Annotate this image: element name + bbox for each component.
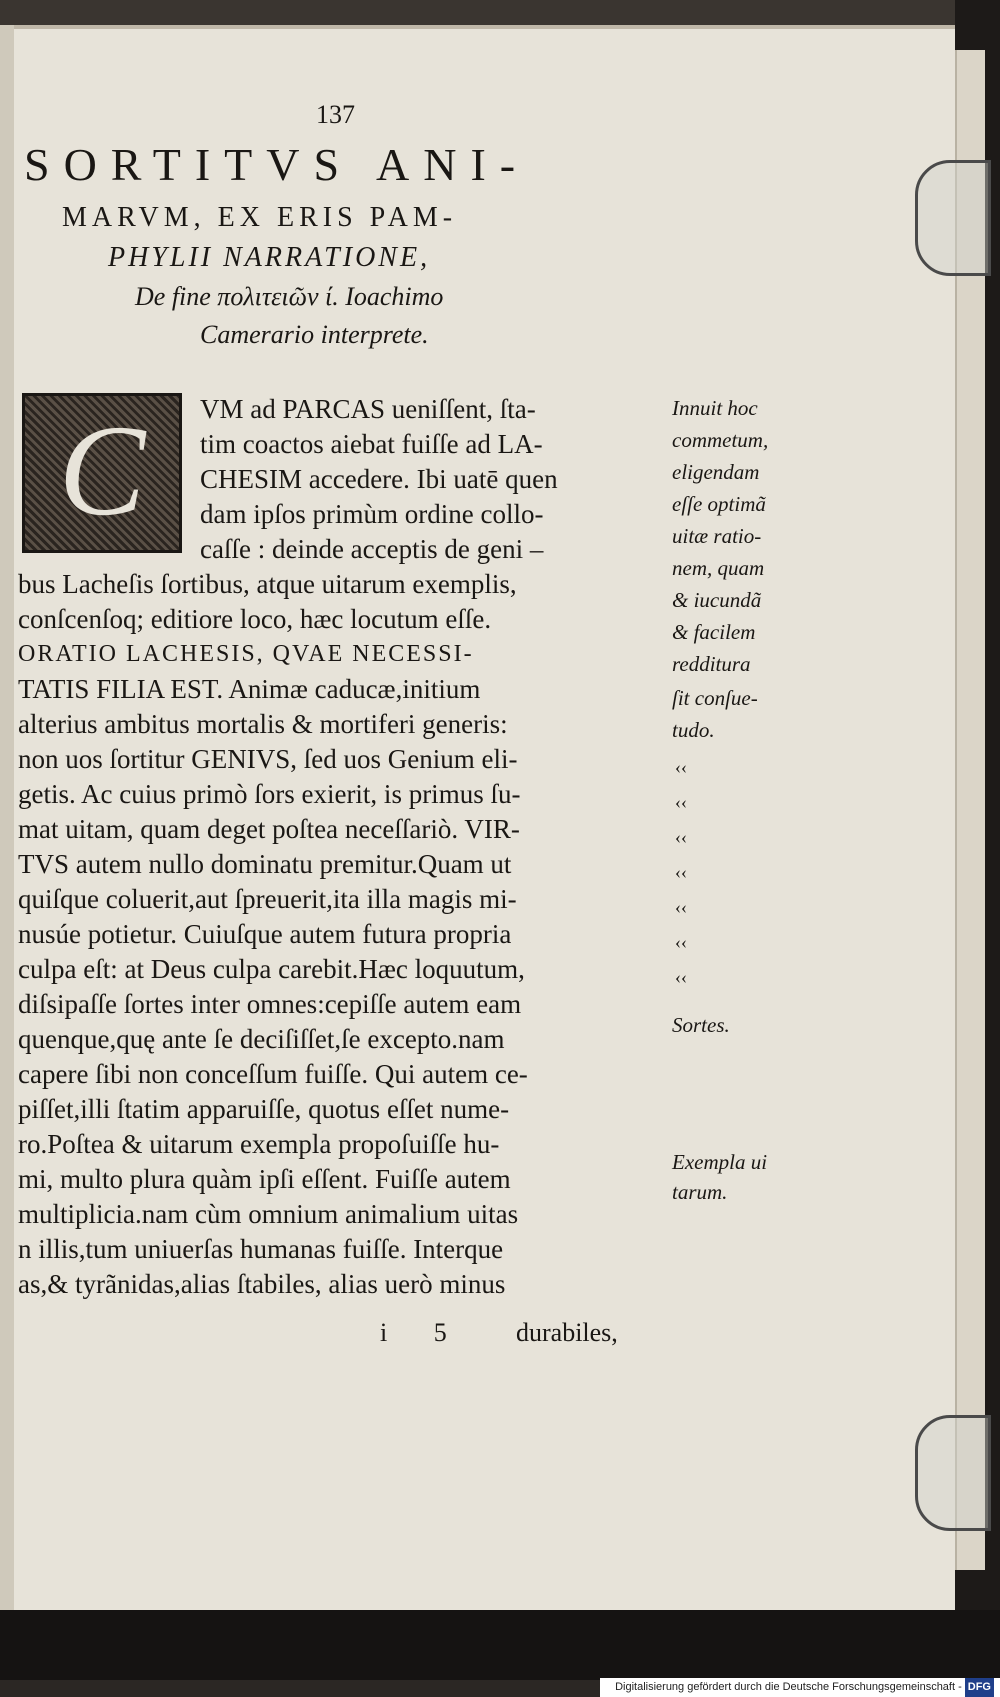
catchword: durabiles,: [516, 1318, 618, 1347]
marginal-note: commetum,: [672, 428, 769, 452]
title-line-4: De fine πολιτειῶν ί. Ioachimo: [135, 282, 444, 311]
text-line: n illis,tum uniuerſas humanas fuiſſe. Interque: [18, 1234, 504, 1264]
text-line: quiſque coluerit,aut ſpreuerit,ita illa magis mi-: [18, 884, 517, 914]
page-clip-bottom: [915, 1415, 991, 1531]
text-line: CHESIM accedere. Ibi uatē quen: [200, 464, 558, 494]
text-line: capere ſibi non conceſſum fuiſſe. Qui autem ce-: [18, 1059, 528, 1089]
text-line: as,& tyrãnidas,alias ſtabiles, alias uerò minus: [18, 1269, 506, 1299]
dfg-logo: DFG: [965, 1678, 994, 1697]
text-line: diſsipaſſe ſortes inter omnes:cepiſſe autem eam: [18, 989, 522, 1019]
footer-text: Digitalisierung gefördert durch die Deutsche Forschungsgemeinschaft -: [615, 1681, 962, 1693]
marginal-note: eligendam: [672, 460, 760, 484]
quote-mark: ‹‹: [675, 932, 687, 952]
text-line: culpa eſt: at Deus culpa carebit.Hæc loquutum,: [18, 954, 525, 984]
marginal-note: Innuit hoc: [672, 396, 758, 420]
decorated-initial: C: [22, 393, 182, 553]
title-line-3: PHYLII NARRATIONE,: [108, 242, 431, 273]
marginal-note: & facilem: [672, 620, 756, 644]
marginal-note-sortes: Sortes.: [672, 1013, 730, 1037]
text-line: conſcenſoq; editiore loco, hæc locutum eſſe.: [18, 604, 492, 634]
quote-mark: ‹‹: [675, 897, 687, 917]
marginal-note: uitæ ratio-: [672, 524, 762, 548]
text-line: non uos ſortitur GENIVS, ſed uos Genium eli-: [18, 744, 518, 774]
text-line: tim coactos aiebat fuiſſe ad LA-: [200, 429, 543, 459]
text-line: ORATIO LACHESIS, QVAE NECESSI-: [18, 641, 474, 667]
quote-mark: ‹‹: [675, 757, 687, 777]
book-frame-bottom: [0, 1610, 1000, 1680]
page-clip-top: [915, 160, 991, 276]
text-line: nusúe potietur. Cuiuſque autem futura propria: [18, 919, 512, 949]
page-edge: [955, 50, 985, 1570]
text-line: bus Lacheſis ſortibus, atque uitarum exemplis,: [18, 569, 517, 599]
marginal-note-exempla: Exempla ui: [672, 1150, 768, 1174]
title-line-2: MARVM, EX ERIS PAM-: [62, 202, 458, 233]
quote-mark: ‹‹: [675, 792, 687, 812]
title-line-1: SORTITVS ANI-: [24, 139, 530, 190]
page-number: 137: [316, 100, 355, 129]
title-line-5: Camerario interprete.: [200, 320, 429, 349]
text-line: caſſe : deinde acceptis de geni –: [200, 534, 544, 564]
signature-mark: i 5: [380, 1318, 467, 1347]
text-line: TVS autem nullo dominatu premitur.Quam ut: [18, 849, 512, 879]
text-line: TATIS FILIA EST. Animæ caducæ,initium: [18, 674, 481, 704]
text-line: ro.Poſtea & uitarum exempla propoſuiſſe hu-: [18, 1129, 500, 1159]
quote-mark: ‹‹: [675, 827, 687, 847]
page-gutter: [0, 25, 14, 1610]
text-line: VM ad PARCAS ueniſſent, ſta-: [200, 394, 536, 424]
text-line: mat uitam, quam deget poſtea neceſſariò. VIR-: [18, 814, 520, 844]
marginal-note: redditura: [672, 652, 751, 676]
text-line: quenque,quę ante ſe deciſiſſet,ſe excepto.nam: [18, 1024, 505, 1054]
quote-mark: ‹‹: [675, 862, 687, 882]
marginal-note: & iucundã: [672, 588, 762, 612]
marginal-note: tudo.: [672, 718, 715, 742]
text-line: alterius ambitus mortalis & mortiferi generis:: [18, 709, 508, 739]
marginal-note: eſſe optimã: [672, 492, 766, 516]
text-line: dam ipſos primùm ordine collo-: [200, 499, 544, 529]
text-line: mi, multo plura quàm ipſi eſſent. Fuiſſe autem: [18, 1164, 511, 1194]
quote-mark: ‹‹: [675, 967, 687, 987]
text-line: getis. Ac cuius primò ſors exierit, is primus ſu-: [18, 779, 521, 809]
digitization-footer: [600, 1678, 1000, 1697]
marginal-note-exempla: tarum.: [672, 1180, 728, 1204]
marginal-note: nem, quam: [672, 556, 765, 580]
text-line: multiplicia.nam cùm omnium animalium uitas: [18, 1199, 519, 1229]
text-line: piſſet,illi ſtatim apparuiſſe, quotus eſſet nume-: [18, 1094, 510, 1124]
marginal-note: ſit conſue-: [672, 686, 758, 710]
